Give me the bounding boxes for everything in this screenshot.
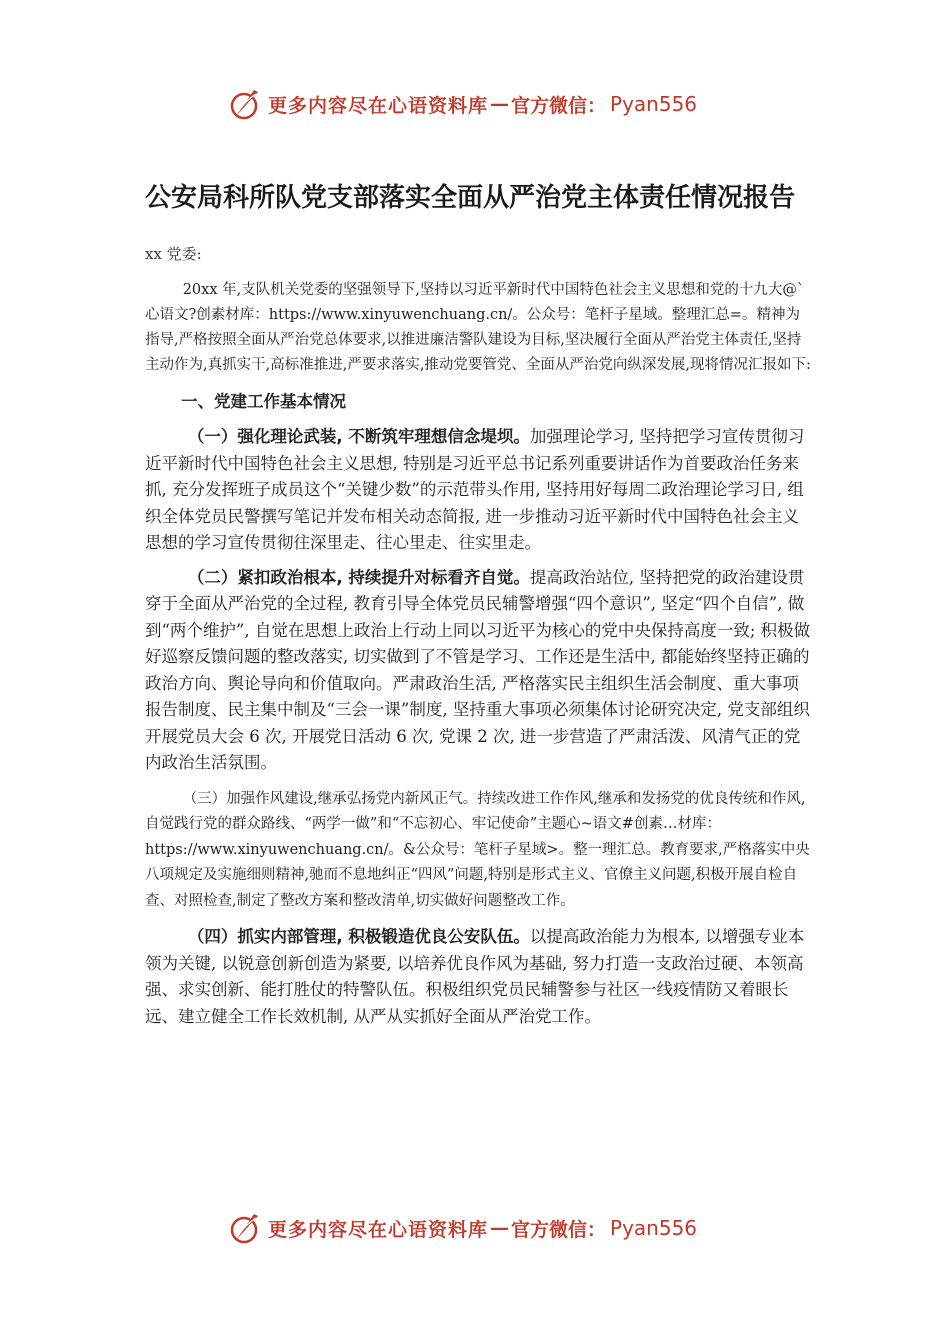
salutation: xx 党委:	[145, 245, 202, 263]
watermark-wechat-label: 官方微信：	[511, 1218, 607, 1241]
subsection-title-4: （四）抓实内部管理, 积极锻造优良公安队伍。	[187, 927, 530, 946]
document-title: 公安局科所队党支部落实全面从严治党主体责任情况报告	[145, 183, 796, 213]
subsection-body-1: 加强理论学习, 坚持把学习宣传贯彻习近平新时代中国特色社会主义思想, 特别是习近平总书记系列重要讲话作为首要政治任务来抓, 充分发挥班子成员这个“关键少数”的示范带头作用, 坚持用好每周二政治理论学习日, 组织全体党员民警撰写笔记并发布相关动态简报, 进一步推动习近平新时代中国特色社会主义思想的学习宣传贯彻往深里走、往心里走、往实里走。	[145, 427, 805, 552]
subsection-paragraph-1	[145, 424, 813, 557]
document-body	[145, 176, 813, 1030]
watermark-text: 更多内容尽在心语资料库	[268, 1218, 489, 1241]
watermark-wechat-id: Pyan556	[610, 92, 698, 116]
quill-logo-icon	[228, 86, 264, 122]
watermark-separator: —	[490, 93, 510, 115]
watermark-wechat-label: 官方微信：	[511, 94, 607, 117]
watermark-separator: —	[490, 1217, 510, 1239]
watermark-text: 更多内容尽在心语资料库	[268, 94, 489, 117]
subsection-paragraph-2	[145, 565, 813, 777]
intro-paragraph: 20xx 年,支队机关党委的坚强领导下,坚持以习近平新时代中国特色社会主义思想和党的十九大@`心语文?创素材库：https://www.xinyuwenchuang.cn/。公众号：笔杆子星域。整理汇总=。精神为指导,严格按照全面从严治党总体要求,以推进廉洁警队建设为目标,坚决履行全面从严治党主体责任,坚持主动作为,真抓实干,高标准推进,严要求落实,推动党要管党、全面从严治党向纵深发展,现将情况汇报如下:	[145, 282, 811, 373]
subsection-title-2: （二）紧扣政治根本, 持续提升对标看齐自觉。	[187, 567, 530, 587]
header-watermark-banner	[228, 84, 697, 124]
section-heading-1: 一、党建工作基本情况	[181, 392, 346, 411]
subsection-body-2: 提高政治站位, 坚持把党的政治建设贯穿于全面从严治党的全过程, 教育引导全体党员民辅警增强“四个意识”, 坚定“四个自信”, 做到“两个维护”, 自觉在思想上政治上行动上同以习近平为核心的党中央保持高度一致; 积极做好巡察反馈问题的整改落实, 切实做到了不管是学习、工作还是生活中, 都能始终坚持正确的政治方向、舆论导向和价值取向。严肃政治生活, 严格落实民主组织生活会制度、重大事项报告制度、民主集中制及“三会一课”制度, 坚持重大事项必须集体讨论研究决定, 党支部组织开展党员大会 6 次, 开展党日活动 6 次, 党课 2 次, 进一步营造了严肃活泼、风清气正的党内政治生活氛围。	[145, 567, 811, 772]
watermark-wechat-id: Pyan556	[610, 1216, 698, 1240]
footer-watermark-banner	[228, 1208, 697, 1248]
subsection-title-1: （一）强化理论武装, 不断筑牢理想信念堤坝。	[187, 427, 530, 446]
subsection-body-4: 以提高政治能力为根本, 以增强专业本领为关键, 以锐意创新创造为紧要, 以培养优良作风为基础, 努力打造一支政治过硬、本领高强、求实创新、能打胜仗的特警队伍。积极组织党员民辅警参与社区一线疫情防又着眼长远、建立健全工作长效机制, 从严从实抓好全面从严治党工作。	[145, 927, 805, 1026]
subsection-paragraph-3: （三）加强作风建设,继承弘扬党内新风正气。持续改进工作作风,继承和发扬党的优良传统和作风,自觉践行党的群众路线、“两学一做”和“不忘初心、牢记使命”主题心~语文#创素…材库：https://www.xinyuwenchuang.cn/。&公众号：笔杆子星域>。整一理汇总。教育要求,严格落实中央八项规定及实施细则精神,驰而不息地纠正“四风”问题,特别是形式主义、官僚主义问题,积极开展自检自查、对照检查,制定了整改方案和整改清单,切实做好问题整改工作。	[145, 790, 810, 909]
subsection-paragraph-4	[145, 924, 813, 1030]
quill-logo-icon	[228, 1210, 264, 1246]
